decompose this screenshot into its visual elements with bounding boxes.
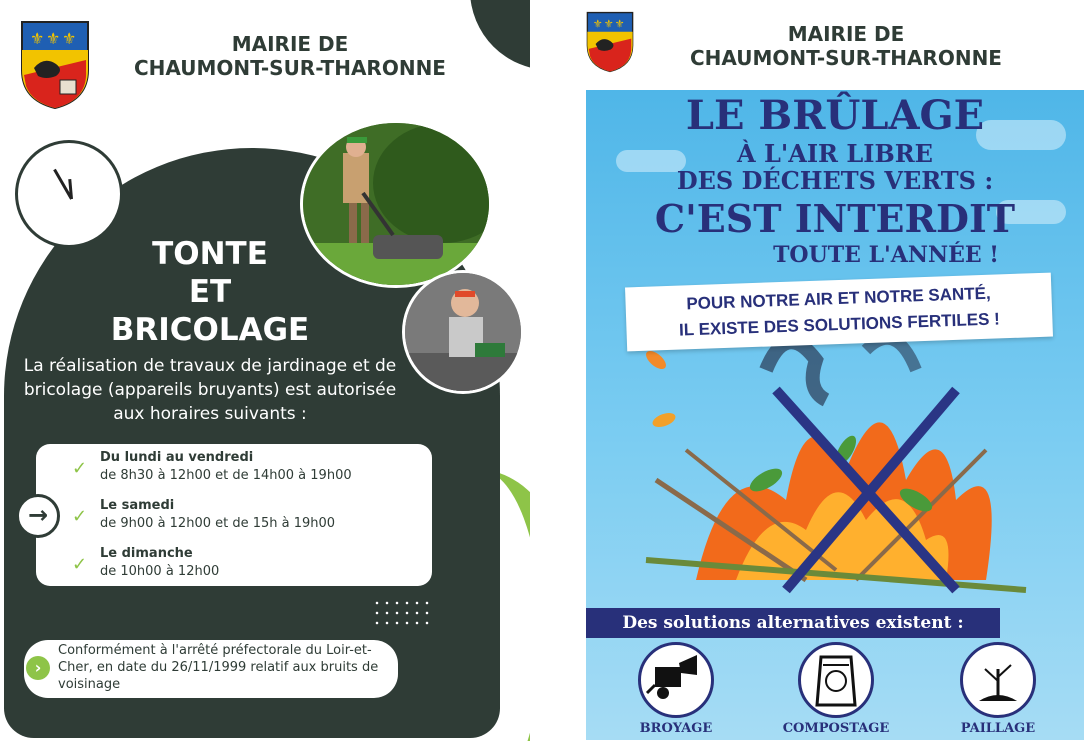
checkmark-icon: ✓: [72, 458, 88, 479]
schedule-day: Le dimanche: [100, 546, 193, 561]
schedule-day: Le samedi: [100, 498, 175, 513]
poster-title: [80, 235, 340, 349]
title-line-2: ET: [188, 274, 232, 310]
checkmark-icon: ✓: [72, 506, 88, 527]
burning-green-waste-illustration: [586, 330, 1084, 610]
svg-text:⚜: ⚜: [62, 29, 77, 48]
coat-of-arms-icon: [20, 20, 90, 110]
clock-icon: [15, 140, 123, 248]
header-line-2: CHAUMONT-SUR-THARONNE: [690, 46, 1002, 70]
svg-text:⚜: ⚜: [592, 17, 603, 31]
wood-chipper-icon: [638, 642, 714, 718]
headline-line-3-text: DES DÉCHETS VERTS :: [676, 166, 994, 195]
alternatives-title: Des solutions alternatives existent :: [622, 613, 964, 633]
headline-line-1: LE BRÛLAGE: [685, 92, 985, 139]
svg-text:⚜: ⚜: [46, 29, 61, 48]
headline-all-year: TOUTE L'ANNÉE !: [773, 242, 999, 268]
schedule-hours: de 10h00 à 12h00: [100, 564, 220, 579]
left-poster: [0, 0, 530, 741]
schedule-row: [36, 446, 432, 492]
svg-text:⚜: ⚜: [30, 29, 45, 48]
schedule-row: [36, 494, 432, 540]
mulched-plant-icon: [960, 642, 1036, 718]
solution-label: PAILLAGE: [960, 721, 1036, 736]
arrow-right-icon: →: [16, 494, 60, 538]
dot-pattern-decoration: [372, 598, 432, 628]
headline-forbidden: C'EST INTERDIT: [654, 196, 1016, 241]
banner-line-1: POUR NOTRE AIR ET NOTRE SANTÉ,: [686, 283, 991, 314]
headline-line-2-text: À L'AIR LIBRE: [737, 139, 933, 168]
compost-bag-icon: [798, 642, 874, 718]
clock-hand: [68, 179, 73, 199]
banner-line-2: IL EXISTE DES SOLUTIONS FERTILES !: [678, 309, 1001, 340]
schedule-hours: de 8h30 à 12h00 et de 14h00 à 19h00: [100, 468, 352, 483]
schedule-row: [36, 542, 432, 588]
header-line-2: CHAUMONT-SUR-THARONNE: [134, 56, 446, 80]
checkmark-icon: ✓: [72, 554, 88, 575]
schedule-hours: de 9h00 à 12h00 et de 15h à 19h00: [100, 516, 336, 531]
diy-worker-photo: [402, 270, 524, 394]
header-line-1: MAIRIE DE: [231, 32, 349, 56]
headline-line-2: [586, 140, 1084, 194]
intro-text: La réalisation de travaux de jardinage et de bricolage (appareils bruyants) est autorisée aux horaires suivants :: [23, 356, 397, 424]
coat-of-arms-icon: [586, 10, 634, 74]
regulation-note: Conformément à l'arrêté préfectorale du Loir-et-Cher, en date du 26/11/1999 relatif aux bruits de voisinage: [58, 643, 379, 692]
chevron-right-icon: ›: [26, 656, 50, 680]
mairie-header: [656, 22, 1036, 70]
title-line-3: BRICOLAGE: [110, 312, 310, 348]
schedule-box: [36, 444, 432, 586]
solution-label: BROYAGE: [639, 721, 713, 736]
svg-text:⚜: ⚜: [603, 17, 614, 31]
svg-text:⚜: ⚜: [614, 17, 625, 31]
mairie-header: [100, 32, 480, 80]
title-line-1: TONTE: [152, 236, 268, 272]
solution-label: COMPOSTAGE: [782, 721, 890, 736]
schedule-day: Du lundi au vendredi: [100, 450, 254, 465]
header-line-1: MAIRIE DE: [787, 22, 905, 46]
right-poster: [556, 0, 1086, 741]
